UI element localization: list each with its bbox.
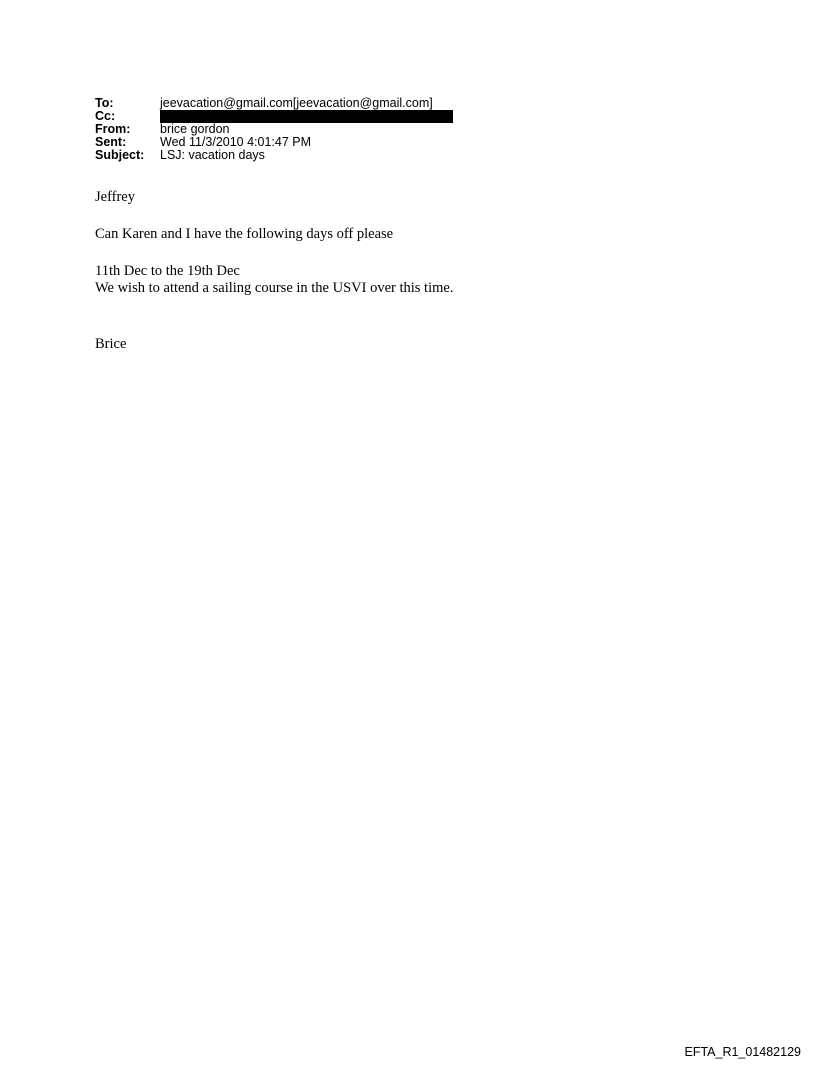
email-request-line: Can Karen and I have the following days off please xyxy=(95,226,394,242)
sent-row xyxy=(95,136,453,149)
email-greeting: Jeffrey xyxy=(95,189,135,205)
subject-label: Subject: xyxy=(95,148,145,162)
subject-value: LSJ: vacation days xyxy=(160,148,265,162)
email-reason-line: We wish to attend a sailing course in the USVI over this time. xyxy=(95,280,454,296)
cc-label: Cc: xyxy=(95,109,116,123)
from-value: brice gordon xyxy=(160,122,230,136)
sent-value: Wed 11/3/2010 4:01:47 PM xyxy=(160,135,312,149)
to-row xyxy=(95,97,453,110)
email-signature: Brice xyxy=(95,336,127,352)
email-header xyxy=(95,97,453,162)
document-id-stamp: EFTA_R1_01482129 xyxy=(684,1045,801,1059)
to-value: jeevacation@gmail.com[jeevacation@gmail.com] xyxy=(160,96,433,110)
to-label: To: xyxy=(95,96,114,110)
subject-row xyxy=(95,149,453,162)
email-dates-line: 11th Dec to the 19th Dec xyxy=(95,263,240,279)
cc-row xyxy=(95,110,453,123)
sent-label: Sent: xyxy=(95,135,127,149)
from-label: From: xyxy=(95,122,131,136)
